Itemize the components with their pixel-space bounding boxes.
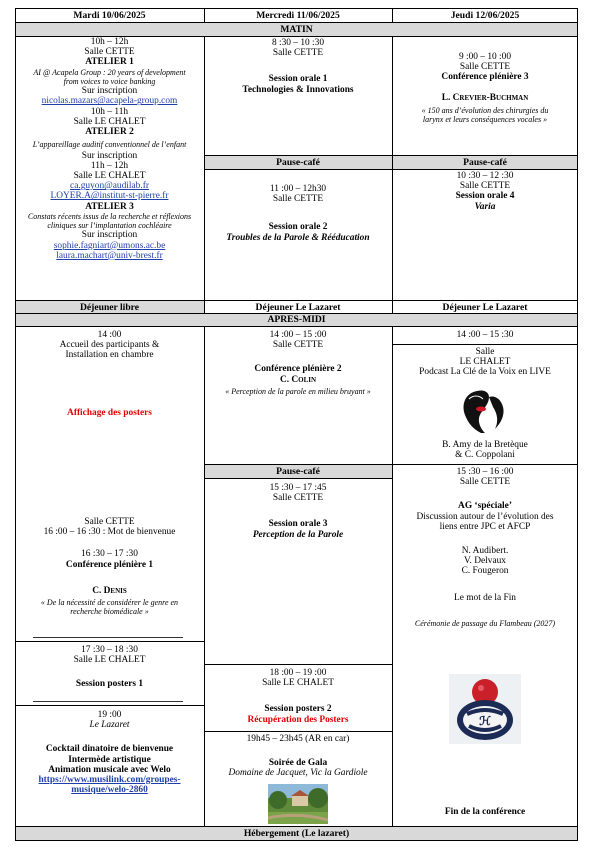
atelier1-time: 10h – 12h [90, 37, 129, 47]
atelier1-desc-2: from voices to voice banking [63, 76, 156, 86]
plenary3-title: Conférence plénière 3 [441, 72, 529, 83]
plenary2-time: 14 :00 – 15 :00 [269, 330, 327, 340]
atelier2b-time: 11h – 12h [90, 160, 129, 171]
podcast-line-2: LE CHALET [459, 357, 511, 368]
podcast-time: 14 :00 – 15 :30 [456, 330, 514, 340]
atelier1-desc-1: AI @ Acapela Group : 20 years of development [33, 67, 186, 77]
cocktail-time: 19 :00 [97, 710, 122, 720]
svg-text:ℋ: ℋ [479, 714, 491, 728]
day-header-tuesday: Mardi 10/06/2025 [73, 10, 146, 21]
plenary1-time: 16 :30 – 17 :30 [81, 549, 138, 560]
ag-time: 15 :30 – 16 :00 [456, 467, 514, 477]
lunch-thursday: Déjeuner Le Lazaret [442, 302, 528, 313]
thursday-ag [392, 467, 578, 628]
atelier2-registration: Sur inscription [81, 150, 138, 161]
session1-time: 8 :30 – 10 :30 [271, 38, 325, 48]
session4-theme: Varia [474, 201, 496, 212]
lodging-footer: Hébergement (Le lazaret) [243, 828, 350, 839]
wednesday-session3 [204, 483, 392, 540]
torch-photo [449, 674, 521, 744]
gala-venue-photo [268, 784, 328, 824]
posters2-room: Salle LE CHALET [262, 678, 334, 689]
atelier2-email-link-2[interactable]: LOYER.A@institut-st-pierre.fr [50, 191, 169, 202]
ag-desc-1: Discussion autour de l’évolution des [416, 511, 554, 522]
session4-time: 10 :30 – 12 :30 [456, 171, 514, 181]
atelier2-email-link-1[interactable]: ca.guyon@audilab.fr [70, 181, 149, 192]
atelier2b-room: Salle LE CHALET [73, 170, 146, 181]
welcome-speech: 16 :00 – 16 :30 : Mot de bienvenue [43, 527, 176, 538]
welo-link-2[interactable]: musique/welo-2860 [71, 785, 148, 796]
torch-ceremony: Cérémonie de passage du Flambeau (2027) [414, 618, 556, 628]
posters2-retrieval: Récupération des Posters [247, 714, 349, 725]
plenary1-room: Salle CETTE [84, 517, 135, 527]
plenary1-desc-1: « De la nécessité de considérer le genre en [40, 598, 179, 608]
wednesday-morning-pause: Pause-café [276, 157, 320, 168]
plenary2-room: Salle CETTE [272, 340, 324, 351]
atelier3-title: ATELIER 3 [85, 201, 134, 212]
posters2-title: Session posters 2 [264, 704, 332, 715]
posters1-room: Salle LE CHALET [73, 655, 146, 666]
wednesday-posters2 [204, 668, 392, 725]
atelier1-title: ATELIER 1 [85, 57, 134, 68]
podcast-line-1: Salle [475, 347, 495, 357]
posters2-time: 18 :00 – 19 :00 [269, 668, 327, 678]
gala-place: Domaine de Jacquet, Vic la Gardiole [228, 768, 368, 779]
podcast-author-1: B. Amy de la Bretèque [442, 440, 528, 450]
posters1-time: 17 :30 – 18 :30 [81, 645, 138, 655]
gala-time: 19h45 – 23h45 (AR en car) [246, 734, 350, 744]
wednesday-gala [204, 734, 392, 779]
plenary3-desc-1: « 150 ans d’évolution des chirurgies du [421, 105, 549, 115]
plenary1-desc-2: recherche biomédicale » [70, 607, 149, 617]
lunch-tuesday: Déjeuner libre [79, 302, 140, 313]
ag-title: AG ‘spéciale’ [458, 501, 512, 512]
ag-name-1: N. Audibert. [461, 546, 509, 557]
atelier2-desc: L’appareillage auditif conventionnel de l’enfant [32, 140, 187, 150]
tuesday-welcome [15, 330, 204, 361]
podcast-line-3: Podcast La Clé de la Voix en LIVE [419, 367, 551, 378]
atelier3-email-link-1[interactable]: sophie.fagniart@umons.ac.be [53, 240, 166, 251]
ag-desc-2: liens entre JPC et AFCP [439, 521, 531, 532]
atelier1-registration: Sur inscription [81, 86, 138, 97]
day-header-thursday: Jeudi 12/06/2025 [450, 10, 520, 21]
gala-title: Soirée de Gala [268, 758, 328, 769]
welo-link-1[interactable]: https://www.musilink.com/groupes- [38, 775, 181, 786]
podcast-authors [392, 440, 578, 460]
session1-title: Session orale 1 [268, 74, 328, 85]
wednesday-session2 [204, 184, 392, 243]
posters-display: Affichage des posters [67, 408, 152, 418]
wednesday-session1 [204, 38, 392, 95]
cocktail-place: Le Lazaret [89, 720, 130, 731]
cocktail-line-3: Animation musicale avec Welo [48, 764, 171, 775]
session1-theme: Technologies & Innovations [242, 84, 354, 95]
atelier2-title: ATELIER 2 [85, 127, 134, 138]
atelier3-desc-2: cliniques sur l’implantation cochléaire [47, 221, 172, 231]
session4-room: Salle CETTE [459, 181, 511, 192]
session3-room: Salle CETTE [272, 493, 324, 504]
plenary3-room: Salle CETTE [459, 62, 511, 73]
session3-time: 15 :30 – 17 :45 [269, 483, 327, 493]
atelier3-registration: Sur inscription [81, 230, 138, 241]
tuesday-posters1 [15, 645, 204, 690]
tuesday-morning-workshops [15, 37, 204, 261]
plenary1-speaker: C. Denis [92, 585, 127, 596]
plenary1-title: Conférence plénière 1 [65, 559, 154, 570]
plenary3-speaker: L. Crevier-Buchman [441, 92, 529, 103]
session2-theme: Troubles de la Parole & Rééducation [226, 232, 370, 243]
atelier1-room: Salle CETTE [84, 47, 135, 58]
closing-word: Le mot de la Fin [454, 592, 516, 603]
lunch-wednesday: Déjeuner Le Lazaret [255, 302, 341, 313]
section-afternoon: APRES-MIDI [267, 314, 326, 325]
thursday-podcast [392, 347, 578, 378]
thursday-morning-pause: Pause-café [463, 157, 507, 168]
atelier1-email-link[interactable]: nicolas.mazars@acapela-group.com [41, 96, 178, 107]
section-morning: MATIN [280, 24, 313, 35]
wednesday-afternoon-pause: Pause-café [276, 466, 320, 477]
session4-title: Session orale 4 [455, 191, 515, 202]
wednesday-plenary2 [204, 330, 392, 396]
podcast-logo-icon [455, 387, 515, 435]
ag-name-2: V. Delvaux [463, 556, 506, 567]
session3-title: Session orale 3 [268, 519, 328, 530]
posters1-title: Session posters 1 [75, 679, 144, 690]
atelier3-email-link-2[interactable]: laura.machart@univ-brest.fr [56, 250, 163, 261]
thursday-session4 [392, 171, 578, 212]
ag-name-3: C. Fougeron [461, 566, 509, 577]
atelier3-desc-1: Constats récents issus de la recherche et réflexions [27, 211, 192, 221]
tuesday-cocktail [15, 710, 204, 795]
plenary2-desc: « Perception de la parole en milieu bruyant » [225, 386, 371, 396]
podcast-author-2: & C. Coppolani [455, 450, 515, 461]
welcome-time: 14 :00 [97, 330, 122, 340]
session2-room: Salle CETTE [272, 194, 324, 205]
welcome-line-2: Installation en chambre [65, 350, 154, 361]
plenary2-speaker: C. Colin [279, 374, 317, 385]
session2-time: 11 :00 – 12h30 [269, 184, 327, 194]
atelier2-room: Salle LE CHALET [73, 116, 146, 127]
tuesday-plenary1 [15, 517, 204, 617]
day-header-wednesday: Mercredi 11/06/2025 [256, 10, 340, 21]
welcome-line-1: Accueil des participants & [59, 340, 160, 351]
session2-title: Session orale 2 [268, 222, 328, 233]
atelier2-time: 10h – 11h [90, 106, 129, 117]
plenary3-time: 9 :00 – 10 :00 [458, 52, 512, 62]
session1-room: Salle CETTE [272, 48, 324, 59]
plenary3-desc-2: larynx et leurs conséquences vocales » [422, 115, 548, 125]
ag-room: Salle CETTE [459, 477, 511, 488]
conference-end: Fin de la conférence [444, 807, 526, 817]
thursday-plenary3 [392, 52, 578, 124]
cocktail-line-2: Intermède artistique [68, 754, 151, 765]
plenary2-title: Conférence plénière 2 [254, 364, 342, 375]
session3-theme: Perception de la Parole [252, 529, 344, 540]
cocktail-line-1: Cocktail dinatoire de bienvenue [45, 744, 174, 755]
